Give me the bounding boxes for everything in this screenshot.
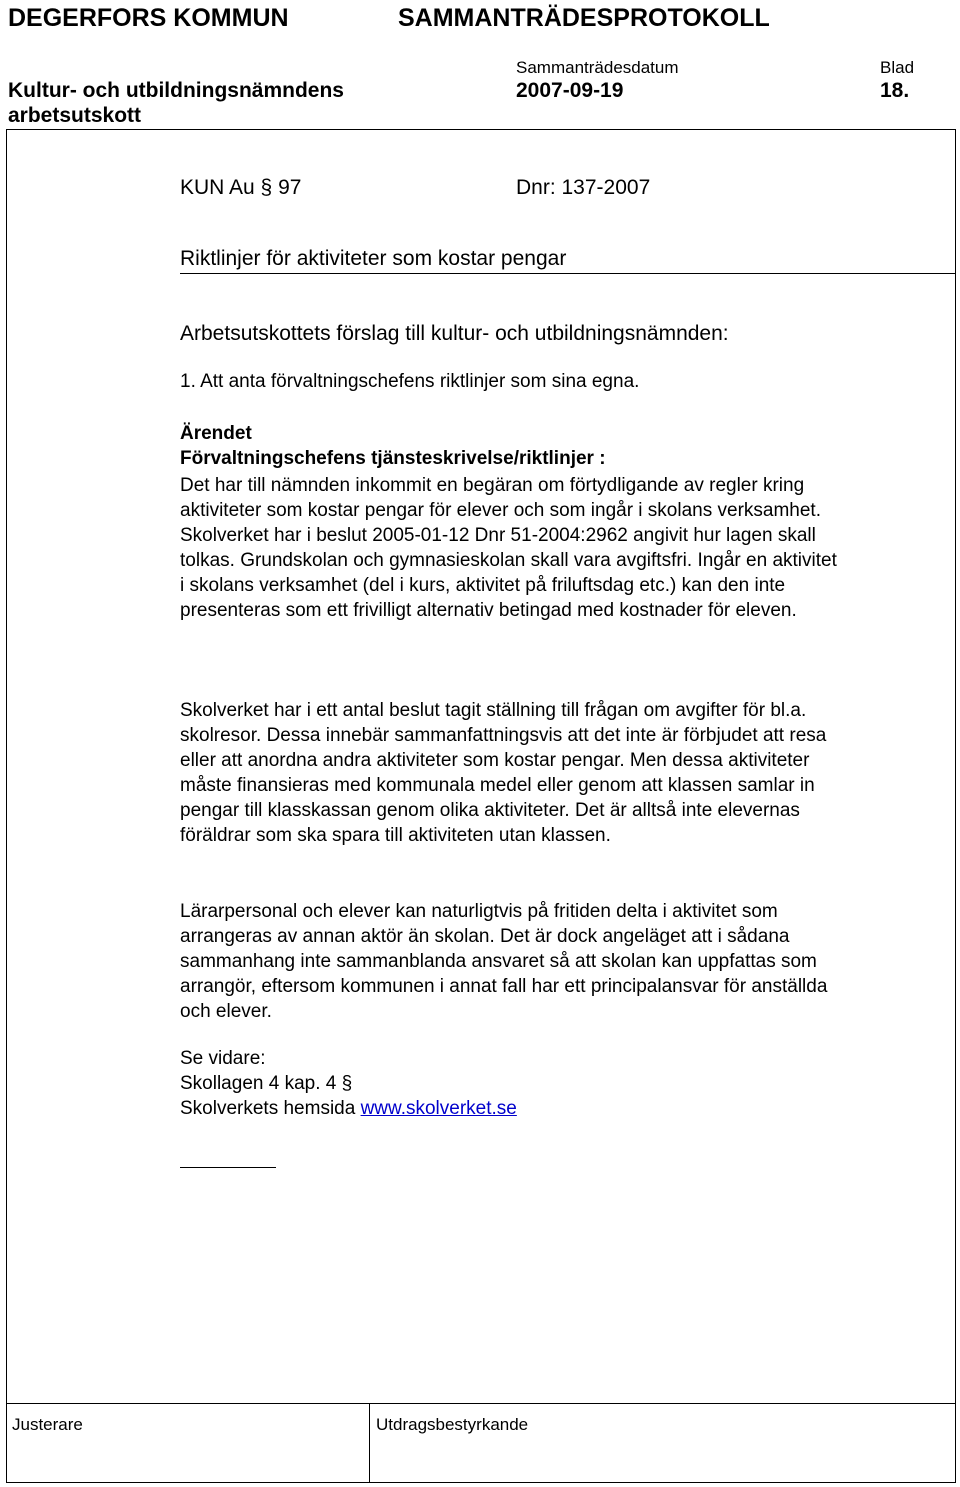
matter-paragraph-2: Skolverket har i ett antal beslut tagit ställning till frågan om avgifter för bl.a. skolresor. Dessa innebär sammanfattningsvis att det inte är förbjudet att resa eller att anordna andra aktiviteter som kostar pengar. Men dessa aktiviteter måste finansieras med kommunala medel eller genom att klassen samlar in pengar till klasskassan genom olika aktiviteter. Det är alltså inte elevernas föräldrar som ska spara till aktiviteten utan klassen. bbox=[180, 700, 827, 846]
proposal-item-1: 1. Att anta förvaltningschefens riktlinjer som sina egna. bbox=[180, 371, 640, 392]
matter-heading: Ärendet bbox=[180, 423, 252, 444]
end-divider bbox=[180, 1167, 276, 1168]
reference-website-text: Skolverkets hemsida bbox=[180, 1098, 356, 1119]
utdrag-label: Utdragsbestyrkande bbox=[376, 1415, 529, 1434]
paragraph-reference bbox=[180, 176, 301, 200]
matter-paragraph-3: Lärarpersonal och elever kan naturligtvis på fritiden delta i aktivitet som arrangeras av annan aktör än skolan. Det är dock angeläget att i sådana sammanhang inte sammanblanda ansvaret så att skolan kan uppfattas som arrangör, eftersom kommunen i annat fall har ett principalansvar för anställda och elever. bbox=[180, 901, 828, 1022]
see-also-label: Se vidare: bbox=[180, 1048, 266, 1069]
reference-website bbox=[180, 1098, 517, 1120]
paragraph-symbol: § bbox=[260, 176, 273, 199]
skolverket-link[interactable]: www.skolverket.se bbox=[360, 1098, 517, 1119]
proposal-heading: Arbetsutskottets förslag till kultur- och utbildningsnämnden: bbox=[180, 322, 729, 345]
document-type: SAMMANTRÄDESPROTOKOLL bbox=[398, 4, 770, 32]
matter-paragraph-1: Det har till nämnden inkommit en begäran om förtydligande av regler kring aktiviteter som kostar pengar för elever och som ingår i skolans verksamhet. Skolverket har i beslut 2005-01-12 Dnr 51-2004:2962 angivit hur lagen skall tolkas. Grundskolan och gymnasieskolan skall vara avgiftsfri. Ingår en aktivitet i skolans verksamhet (del i kurs, aktivitet på friluftsdag etc.) kan den inte presenteras som ett frivilligt alternativ betingad med kostnader för eleven. bbox=[180, 475, 837, 621]
page-label: Blad bbox=[880, 58, 915, 77]
committee-name-line1: Kultur- och utbildningsnämndens bbox=[8, 79, 344, 102]
case-dnr: Dnr: 137-2007 bbox=[516, 176, 651, 199]
reference-paragraph-symbol: § bbox=[341, 1073, 353, 1094]
reference-school-law bbox=[180, 1073, 352, 1095]
date-label: Sammanträdesdatum bbox=[516, 58, 679, 77]
paragraph-number: 97 bbox=[278, 176, 302, 199]
justerare-label: Justerare bbox=[12, 1415, 83, 1434]
committee-name-line2: arbetsutskott bbox=[8, 104, 142, 127]
page-number: 18. bbox=[880, 79, 910, 102]
reference-school-law-text: Skollagen 4 kap. 4 bbox=[180, 1073, 337, 1094]
municipality-name: DEGERFORS KOMMUN bbox=[8, 4, 289, 32]
matter-subheading: Förvaltningschefens tjänsteskrivelse/riktlinjer : bbox=[180, 448, 606, 469]
meeting-date: 2007-09-19 bbox=[516, 79, 624, 102]
paragraph-prefix: KUN Au bbox=[180, 176, 255, 199]
case-title: Riktlinjer för aktiviteter som kostar pengar bbox=[180, 247, 956, 274]
